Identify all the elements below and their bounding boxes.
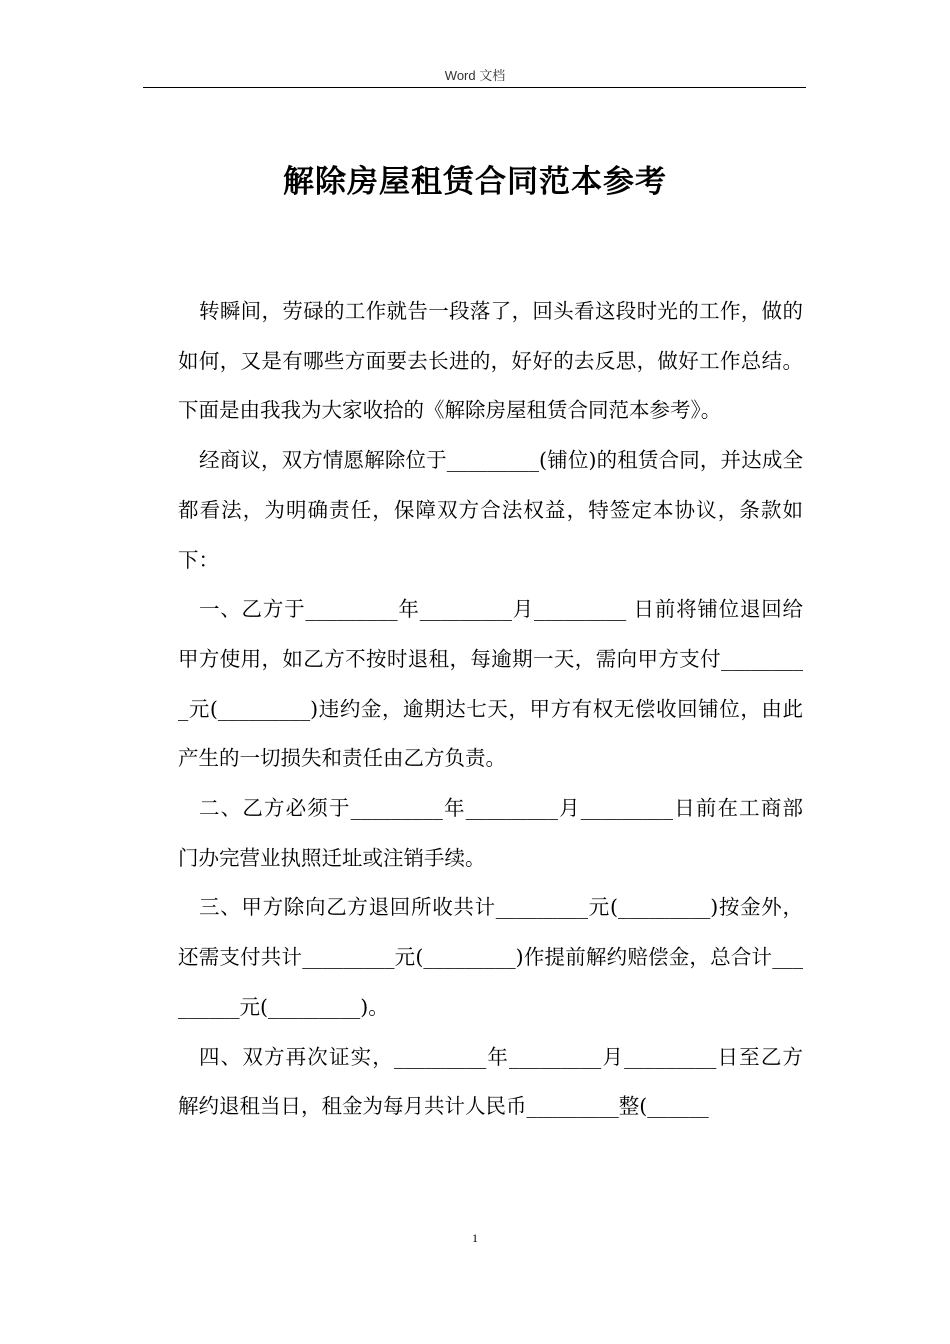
document-title: 解除房屋租赁合同范本参考 [283,164,667,200]
page-number: 1 [472,1231,478,1245]
paragraph-intro: 转瞬间，劳碌的工作就告一段落了，回头看这段时光的工作，做的如何，又是有哪些方面要去长进的，好好的去反思，做好工作总结。下面是由我我为大家收拾的《解除房屋租赁合同范本参考》。 [178,299,803,423]
paragraph-agreement: 经商议，双方情愿解除位于_________(铺位)的租赁合同，并达成全都看法，为明确责任，保障双方合法权益，特签定本协议，条款如下： [178,448,803,572]
paragraph-clause-4: 四、双方再次证实，_________年_________月_________日至乙方解约退租当日，租金为每月共计人民币_________整(______ [178,1044,803,1119]
header-divider [143,87,806,88]
document-header-label: Word 文档 [444,68,506,83]
paragraph-clause-2: 二、乙方必须于_________年_________月_________日前在工商部门办完营业执照迁址或注销手续。 [178,796,803,870]
document-body [178,287,803,1132]
paragraph-clause-3: 三、甲方除向乙方退回所收共计_________元(_________)按金外，还需支付共计_________元(_________)作提前解约赔偿金，总合计_________元(_________)。 [178,895,803,1019]
paragraph-clause-1: 一、乙方于_________年_________月_________ 日前将铺位退回给甲方使用，如乙方不按时退租，每逾期一天，需向甲方支付_________元(_________)违约金，逾期达七天，甲方有权无偿收回铺位，由此产生的一切损失和责任由乙方负责。 [178,597,803,771]
